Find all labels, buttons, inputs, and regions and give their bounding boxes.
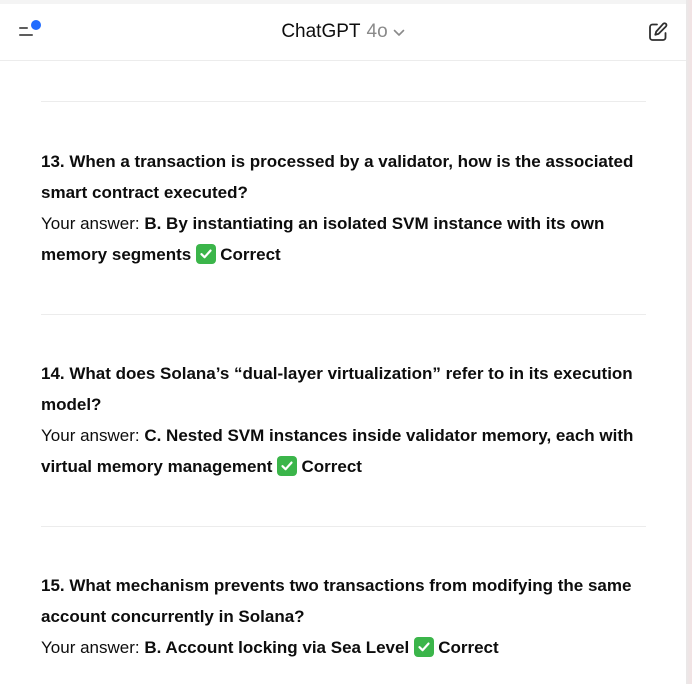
model-name: 4o <box>366 21 388 42</box>
sidebar-menu-icon-bar <box>19 34 33 36</box>
answer-prefix: Your answer: <box>41 426 145 445</box>
check-mark-icon <box>414 637 434 657</box>
verdict-text: Correct <box>438 638 499 657</box>
answer-text: B. By instantiating an isolated SVM instance with its own memory segments <box>41 214 605 264</box>
new-chat-icon <box>647 21 669 43</box>
verdict-text: Correct <box>220 245 281 264</box>
new-chat-button[interactable] <box>647 21 669 43</box>
divider <box>41 314 646 315</box>
question-text: 14. What does Solana’s “dual-layer virtualization” refer to in its execution model? <box>41 364 633 414</box>
answer-prefix: Your answer: <box>41 214 145 233</box>
check-mark-icon <box>196 244 216 264</box>
app-title: ChatGPT <box>281 21 361 42</box>
question-text: 15. What mechanism prevents two transactions from modifying the same account concurrently in Solana? <box>41 576 632 626</box>
check-mark-icon <box>277 456 297 476</box>
model-selector[interactable] <box>281 21 404 43</box>
notification-dot-icon <box>31 20 41 30</box>
verdict-text: Correct <box>301 457 362 476</box>
sidebar-toggle-button[interactable] <box>18 20 44 44</box>
divider <box>41 101 646 102</box>
chevron-down-icon <box>393 29 405 37</box>
sidebar-menu-icon <box>19 27 28 29</box>
answer-line <box>41 420 651 482</box>
answer-text: B. Account locking via Sea Level <box>144 638 410 657</box>
question-text: 13. When a transaction is processed by a validator, how is the associated smart contract executed? <box>41 152 634 202</box>
top-bar <box>0 4 686 61</box>
title-area <box>0 4 686 60</box>
answer-text: C. Nested SVM instances inside validator memory, each with virtual memory management <box>41 426 634 476</box>
quiz-item-13 <box>41 146 651 270</box>
divider <box>41 526 646 527</box>
answer-line <box>41 632 651 663</box>
answer-line <box>41 208 651 270</box>
quiz-item-15 <box>41 570 651 663</box>
window-right-edge <box>686 0 692 684</box>
answer-prefix: Your answer: <box>41 638 145 657</box>
quiz-item-14 <box>41 358 651 482</box>
